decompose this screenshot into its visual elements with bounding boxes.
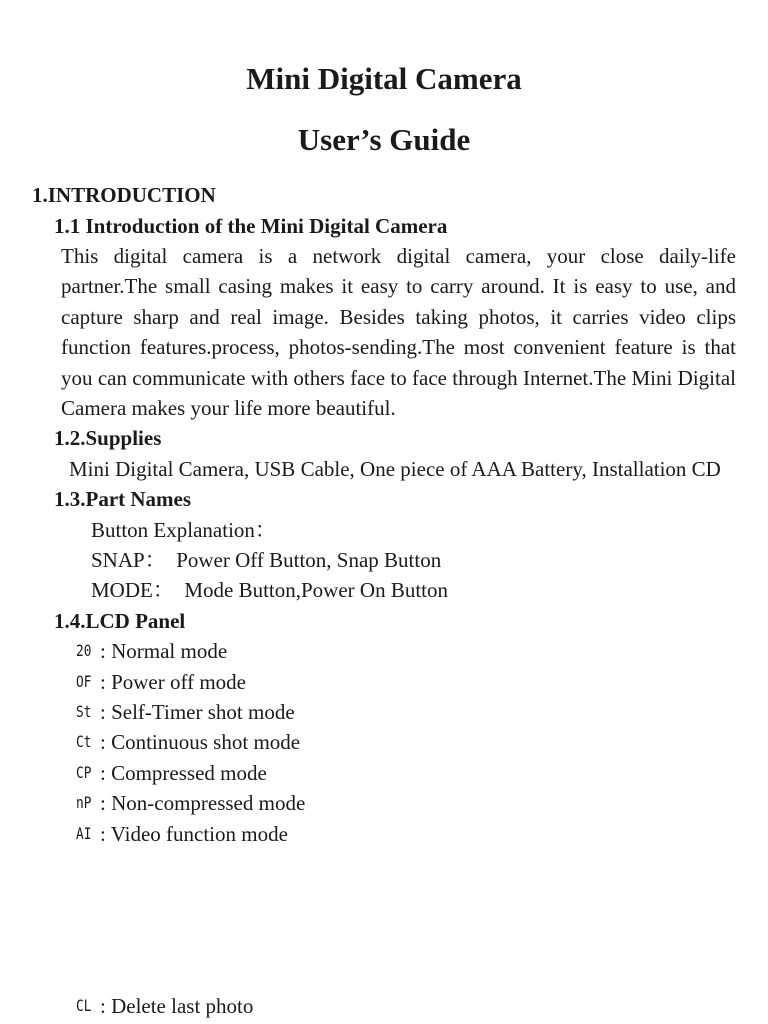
lcd-mode-description: : Compressed mode (100, 761, 267, 785)
lcd-mode-row (76, 697, 295, 727)
lcd-mode-row (76, 758, 267, 788)
document-subtitle: User’s Guide (297, 122, 471, 157)
lcd-mode-description: : Non-compressed mode (100, 791, 306, 815)
lcd-mode-row (76, 667, 246, 697)
lcd-code-glyph: CP (76, 763, 92, 782)
lcd-code-glyph: CL (76, 996, 92, 1015)
subsection-heading-lcd-panel: 1.4.LCD Panel (54, 609, 186, 633)
subsection-heading-intro: 1.1 Introduction of the Mini Digital Camera (54, 214, 448, 238)
intro-paragraph: This digital camera is a network digital camera, your close daily-life partner.The small casing makes it easy to carry around. It is easy to use, and capture sharp and real image. Besides taking photos, it carries video clips function features.process, photos-sending.The most convenient feature is that you can communicate with others face to face through Internet.The Mini Digital Camera makes your life more beautiful. (61, 244, 736, 421)
lcd-mode-row (76, 636, 227, 666)
lcd-mode-row (76, 727, 300, 757)
snap-button-description: SNAP： Power Off Button, Snap Button (91, 548, 442, 572)
lcd-code-glyph: 20 (76, 641, 92, 660)
lcd-code-glyph: St (76, 702, 92, 721)
lcd-mode-description: : Video function mode (100, 822, 288, 846)
document-title: Mini Digital Camera (246, 61, 522, 96)
lcd-code-glyph: Ct (76, 732, 92, 751)
lcd-mode-row (76, 819, 288, 849)
lcd-mode-description: : Delete last photo (100, 994, 254, 1018)
lcd-code-glyph: OF (76, 672, 92, 691)
lcd-mode-description: : Normal mode (100, 639, 228, 663)
lcd-code-glyph: AI (76, 824, 92, 843)
subsection-heading-supplies: 1.2.Supplies (54, 426, 162, 450)
lcd-code-glyph: nP (76, 793, 92, 812)
lcd-mode-description: : Self-Timer shot mode (100, 700, 295, 724)
subsection-heading-part-names: 1.3.Part Names (54, 487, 192, 511)
mode-button-description: MODE： Mode Button,Power On Button (91, 578, 448, 602)
lcd-mode-description: : Continuous shot mode (100, 730, 301, 754)
lcd-mode-row (76, 991, 253, 1021)
section-heading-introduction: 1.INTRODUCTION (32, 183, 216, 207)
button-explanation-label: Button Explanation： (91, 518, 276, 542)
supplies-text: Mini Digital Camera, USB Cable, One piece of AAA Battery, Installation CD (69, 457, 721, 481)
lcd-mode-description: : Power off mode (100, 670, 247, 694)
lcd-mode-row (76, 788, 305, 818)
